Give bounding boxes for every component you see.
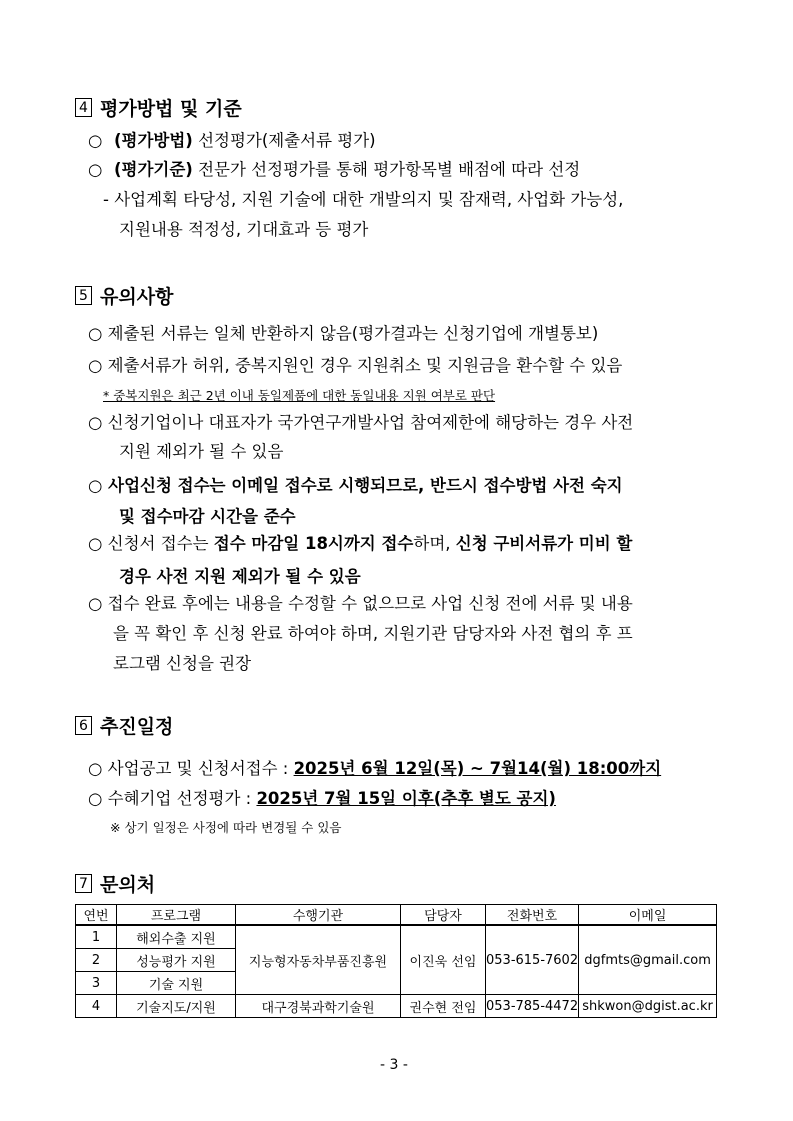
row-number: 2 <box>76 949 117 972</box>
email-address: dgfmts@gmail.com <box>579 925 717 995</box>
phone-number: 053-785-4472 <box>486 995 579 1018</box>
section-title: 문의처 <box>100 874 156 896</box>
table-header-row <box>76 905 717 926</box>
header-cell: 수행기관 <box>236 905 401 926</box>
bullet-circle: ○ <box>88 131 103 150</box>
notice-item-5b: 경우 사전 지원 제외가 될 수 있음 <box>119 567 361 586</box>
item-label: (평가기준) <box>114 160 193 179</box>
item-emphasis: 신청 구비서류가 미비 할 <box>455 534 633 553</box>
contact-person: 이진욱 선임 <box>401 925 486 995</box>
eval-criteria-sub-1: - 사업계획 타당성, 지원 기술에 대한 개발의지 및 잠재력, 사업화 가능성, <box>103 190 624 209</box>
item-text: ○ 수혜기업 선정평가 : <box>88 789 257 808</box>
section-number-box: 6 <box>75 716 92 735</box>
eval-method-item <box>88 130 376 152</box>
section-title: 평가방법 및 기준 <box>100 98 242 120</box>
schedule-date: 2025년 6월 12일(목) ~ 7월14(월) 18:00까지 <box>293 759 662 778</box>
item-text: ○ 신청서 접수는 <box>88 534 214 553</box>
table-row <box>76 995 717 1018</box>
item-text: 하며, <box>413 534 456 553</box>
table-row <box>76 925 717 949</box>
item-label: (평가방법) <box>114 131 193 150</box>
eval-criteria-sub-2: 지원내용 적정성, 기대효과 등 평가 <box>119 220 369 239</box>
section-number-box: 7 <box>75 874 92 893</box>
notice-item-2: ○ 제출서류가 허위, 중복지원인 경우 지원취소 및 지원금을 환수할 수 있음 <box>88 356 623 375</box>
org-name: 대구경북과학기술원 <box>236 995 401 1018</box>
page-number: - 3 - <box>380 1057 408 1073</box>
header-cell: 담당자 <box>401 905 486 926</box>
email-address: shkwon@dgist.ac.kr <box>579 995 717 1018</box>
section-5-heading <box>75 282 173 309</box>
item-text: ○ 사업공고 및 신청서접수 : <box>88 759 294 778</box>
notice-item-4a: ○ 사업신청 접수는 이메일 접수로 시행되므로, 반드시 접수방법 사전 숙지 <box>88 476 623 495</box>
notice-item-6c: 로그램 신청을 권장 <box>113 654 252 673</box>
section-7-heading <box>75 870 155 897</box>
schedule-item-2 <box>88 788 556 810</box>
bullet-circle: ○ <box>88 160 103 179</box>
notice-item-3a: ○ 신청기업이나 대표자가 국가연구개발사업 참여제한에 해당하는 경우 사전 <box>88 413 634 432</box>
section-number-box: 4 <box>75 98 92 117</box>
notice-item-3b: 지원 제외가 될 수 있음 <box>119 442 284 461</box>
schedule-date: 2025년 7월 15일 이후(추후 별도 공지) <box>256 789 556 808</box>
program-name: 성능평가 지원 <box>117 949 236 972</box>
section-6-heading <box>75 712 173 739</box>
schedule-item-1 <box>88 758 661 780</box>
row-number: 1 <box>76 925 117 949</box>
notice-item-1: ○ 제출된 서류는 일체 반환하지 않음(평가결과는 신청기업에 개별통보) <box>88 324 599 343</box>
program-name: 기술지도/지원 <box>117 995 236 1018</box>
row-number: 3 <box>76 972 117 995</box>
contact-table <box>75 904 717 1018</box>
header-cell: 이메일 <box>579 905 717 926</box>
contact-person: 권수현 전임 <box>401 995 486 1018</box>
schedule-note: ※ 상기 일정은 사정에 따라 변경될 수 있음 <box>110 820 342 835</box>
section-title: 추진일정 <box>100 716 174 738</box>
row-number: 4 <box>76 995 117 1018</box>
org-name: 지능형자동차부품진흥원 <box>236 925 401 995</box>
header-cell: 프로그램 <box>117 905 236 926</box>
item-text: 전문가 선정평가를 통해 평가항목별 배점에 따라 선정 <box>192 160 581 179</box>
section-title: 유의사항 <box>100 286 174 308</box>
header-cell: 연번 <box>76 905 117 926</box>
section-number-box: 5 <box>75 286 92 305</box>
notice-item-5a <box>88 533 632 555</box>
notice-footnote: * 중복지원은 최근 2년 이내 동일제품에 대한 동일내용 지원 여부로 판단 <box>103 388 496 403</box>
notice-item-6b: 을 꼭 확인 후 신청 완료 하여야 하며, 지원기관 담당자와 사전 협의 후 프 <box>113 624 633 643</box>
program-name: 기술 지원 <box>117 972 236 995</box>
notice-item-4b: 및 접수마감 시간을 준수 <box>119 507 296 526</box>
notice-item-6a: ○ 접수 완료 후에는 내용을 수정할 수 없으므로 사업 신청 전에 서류 및 내용 <box>88 594 633 613</box>
item-emphasis: 접수 마감일 18시까지 접수 <box>213 534 414 553</box>
phone-number: 053-615-7602 <box>486 925 579 995</box>
section-4-heading <box>75 94 242 121</box>
header-cell: 전화번호 <box>486 905 579 926</box>
program-name: 해외수출 지원 <box>117 925 236 949</box>
eval-criteria-item <box>88 159 580 181</box>
item-text: 선정평가(제출서류 평가) <box>192 131 376 150</box>
